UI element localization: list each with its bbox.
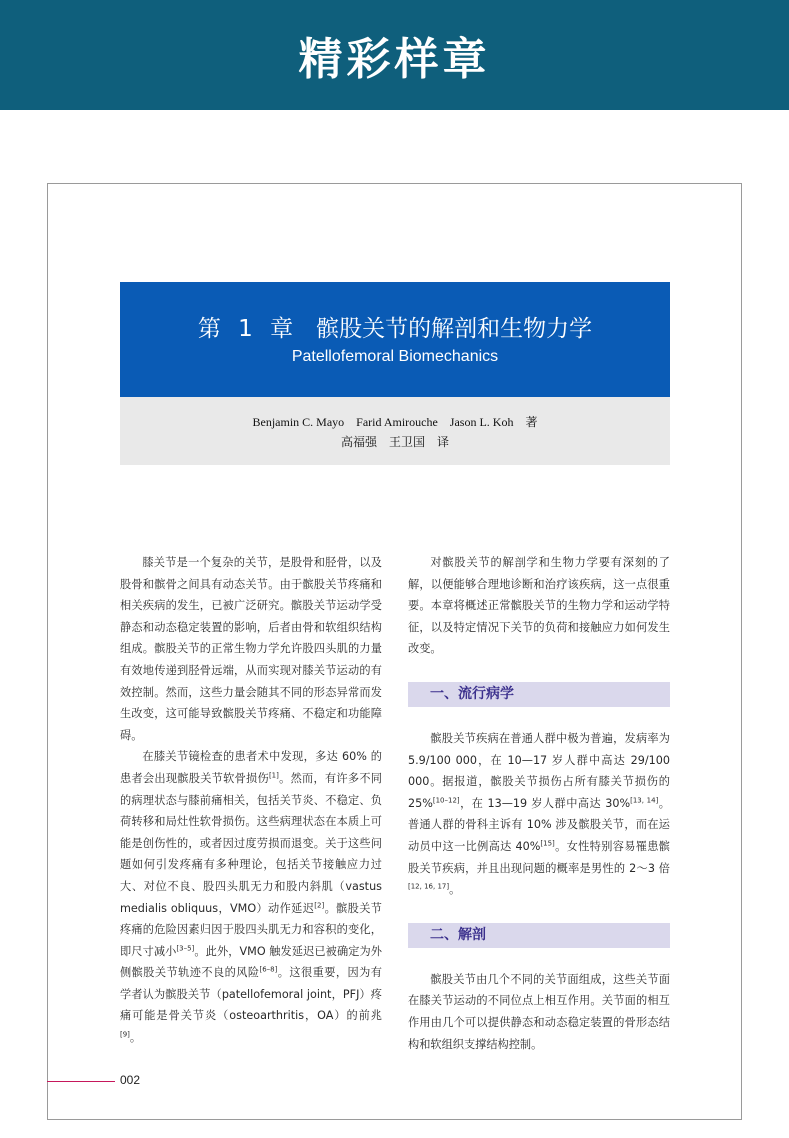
- text-run: 。: [449, 883, 461, 897]
- left-column: [120, 552, 382, 1049]
- text-run: 。: [129, 1031, 142, 1045]
- section-heading-epidemiology: 一、流行病学: [408, 682, 670, 707]
- page-number: 002: [120, 1073, 141, 1087]
- authors: Benjamin C. Mayo Farid Amirouche Jason L. Koh 著: [252, 415, 538, 429]
- citation: [6–8]: [259, 965, 278, 974]
- paragraph: 对髌股关节的解剖学和生物力学要有深刻的了解，以便能够合理地诊断和治疗该疾病，这一点很重要。本章将概述正常髌股关节的生物力学和运动学特征，以及特定情况下关节的负荷和接触应力如何发生改变。: [408, 556, 670, 656]
- text-run: 在膝关节镜检查的患者术中发现，多达 60% 的患者会出现髌股关节软骨损伤: [120, 750, 382, 785]
- paragraph: [120, 746, 382, 1048]
- text-run: 髌股关节疾病在普通人群中极为普遍，发病率为 5.9/100 000，在 10—17 岁人群中高达 29/100 000。据报道，髌股关节损伤占所有膝关节损伤的 25%: [408, 731, 670, 810]
- text-run: 。女性特别容易罹患髌股关节疾病，并且出现问题的概率是男性的 2～3 倍: [408, 839, 670, 875]
- paragraph: 髌股关节由几个不同的关节面组成，这些关节面在膝关节运动的不同位点上相互作用。关节面的相互作用由几个可以提供静态和动态稳定装置的骨形态结构和软组织支撑结构控制。: [408, 972, 670, 1051]
- section-heading-anatomy: 二、解剖: [408, 923, 670, 948]
- text-run: 。此外，VMO 触发延迟已被确定为外侧髌股关节轨迹不良的风险: [120, 944, 382, 980]
- chapter-header: [120, 282, 670, 397]
- citation: [1]: [268, 771, 279, 780]
- text-run: 。髌股关节疼痛的危险因素归因于股四头肌无力和容积的变化，即尺寸减小: [120, 901, 382, 958]
- text-run: 。这很重要，因为有学者认为髌股关节（patellofemoral joint，PFJ）疼痛可能是骨关节炎（osteoarthritis，OA）的前兆: [120, 966, 382, 1023]
- top-banner: [0, 0, 789, 110]
- text-run: 。普通人群的骨科主诉有 10% 涉及髌股关节，而在运动员中这一比例高达 40%: [408, 796, 670, 853]
- footer-rule: [47, 1081, 115, 1082]
- banner-title: 精彩样章: [298, 34, 491, 85]
- citation: [3–5]: [176, 943, 195, 952]
- right-column: [408, 552, 670, 1055]
- citation: [15]: [540, 839, 555, 848]
- paragraph: 膝关节是一个复杂的关节，是股骨和胫骨，以及股骨和髌骨之间具有动态关节。由于髌股关节疼痛和相关疾病的发生，已被广泛研究。髌股关节运动学受静态和动态稳定装置的影响，后者由骨和软组织结构组成。髌股关节的正常生物力学允许股四头肌的力量有效地传递到胫骨远端，从而实现对膝关节运动的有效控制。然而，这些力量会随其不同的形态异常而发生改变，这可能导致髌股关节疼痛、不稳定和功能障碍。: [120, 556, 382, 742]
- chapter-subtitle: Patellofemoral Biomechanics: [291, 348, 499, 365]
- citation: [10–12]: [432, 796, 460, 805]
- text-run: 。然而，有许多不同的病理状态与膝前痛相关，包括关节炎、不稳定、负荷转移和局灶性软骨损伤。这些病理状态在本质上可能是创伤性的，或者因过度劳损而退变。关于这些问题如何引发疼痛有多种理论，包括关节接触应力过大、对位不良、股四头肌无力和股内斜肌（vastus medialis obliquus，VMO）动作延迟: [120, 771, 382, 915]
- translators: 高福强 王卫国 译: [340, 435, 449, 449]
- chapter-title: 第 1 章 髌股关节的解剖和生物力学: [197, 316, 593, 342]
- citation: [9]: [120, 1030, 130, 1039]
- citation: [12, 16, 17]: [408, 882, 450, 891]
- author-block: [120, 397, 670, 465]
- citation: [2]: [314, 900, 325, 909]
- citation: [13, 14]: [630, 796, 659, 805]
- text-run: ，在 13—19 岁人群中高达 30%: [459, 796, 631, 810]
- paragraph: [408, 728, 670, 901]
